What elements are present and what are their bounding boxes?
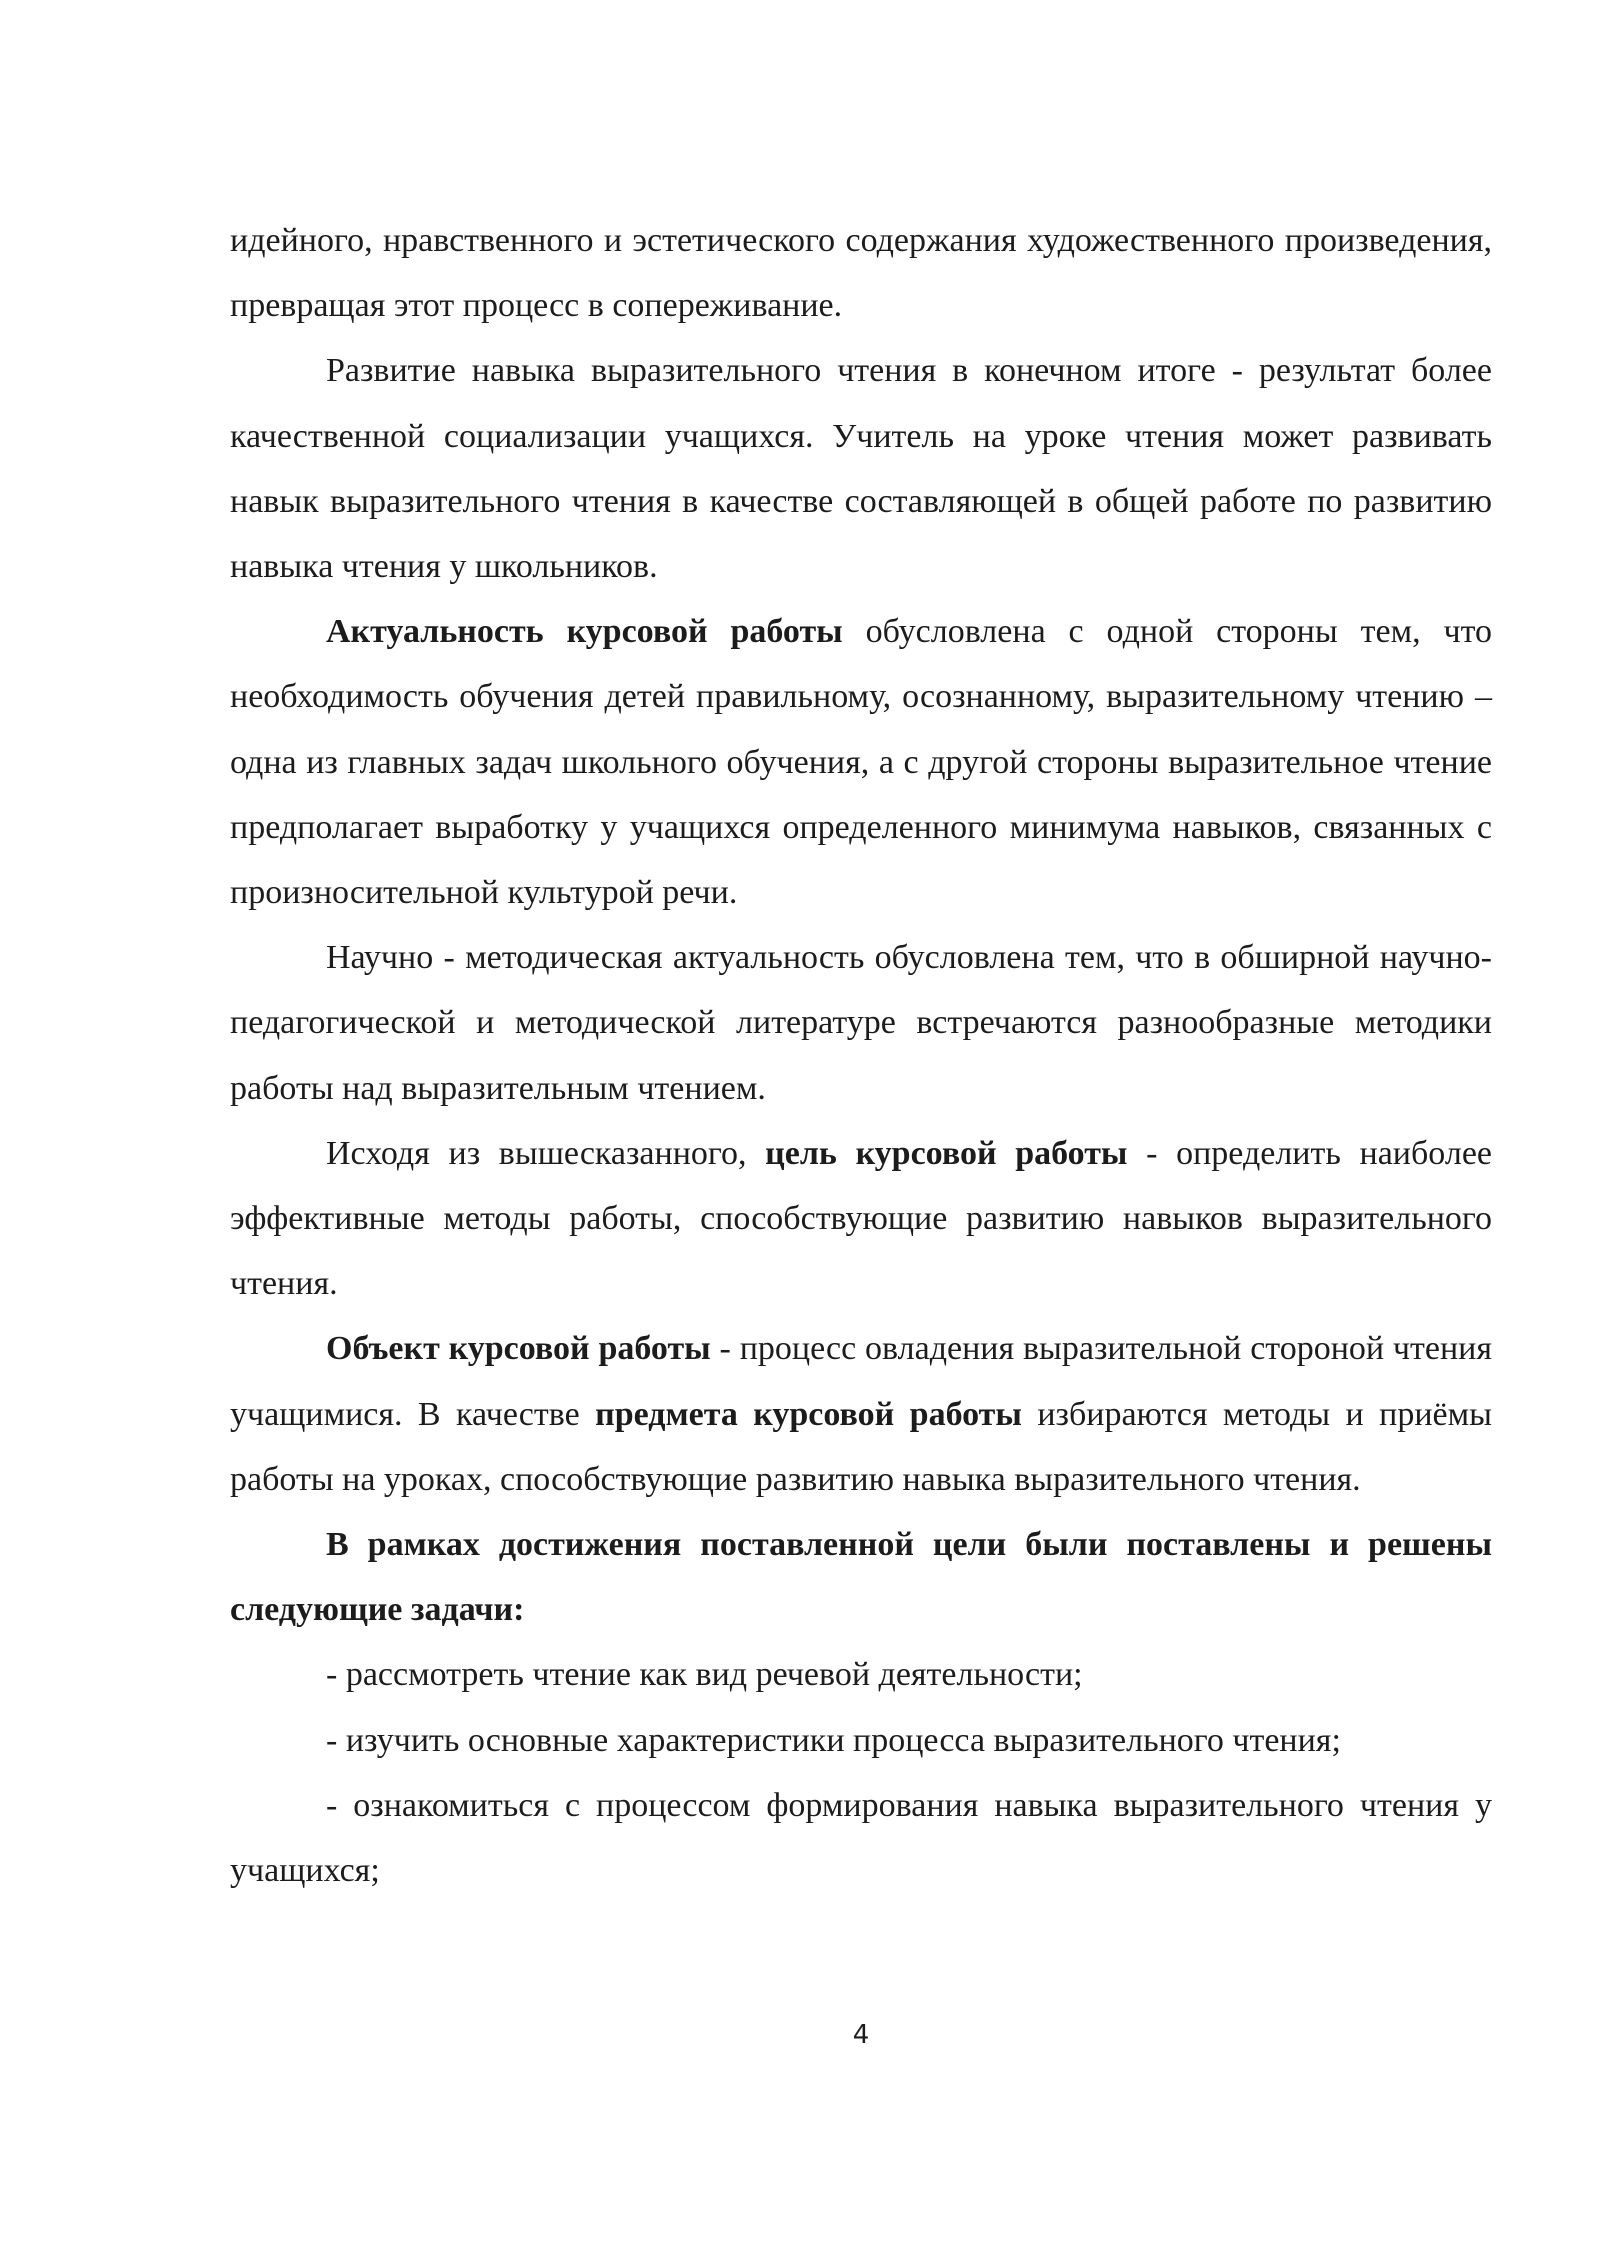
paragraph-text: - процесс овладения выразительной стороной чтения учащимися. В качестве <box>230 1330 1493 1433</box>
task-text: - ознакомиться с процессом формирования навыка выразительного чтения у учащихся; <box>230 1786 1492 1890</box>
bold-term-goal: цель курсовой работы <box>765 1134 1128 1172</box>
paragraph-text: - определить наиболее эффективные методы работы, способствующие развитию навыков выразительного чтения. <box>230 1134 1492 1303</box>
paragraph-goal <box>230 1121 1492 1317</box>
page-number: 4 <box>852 2020 870 2050</box>
paragraph-continuation <box>230 208 1492 338</box>
bold-term-subject: предмета курсовой работы <box>595 1395 1022 1433</box>
paragraph-object-subject <box>230 1316 1492 1512</box>
paragraph-text: Научно - методическая актуальность обусловлена тем, что в обширной научно-педагогической и методической литературе встречаются разнообразные методики работы над выразительным чтением. <box>230 939 1492 1107</box>
task-text: - изучить основные характеристики процесса выразительного чтения; <box>326 1721 1341 1759</box>
paragraph-text: Исходя из вышесказанного, <box>326 1134 766 1172</box>
body-text <box>230 208 1492 1903</box>
paragraph-text: обусловлена с одной стороны тем, что необходимость обучения детей правильному, осознанному, выразительному чтению – одна из главных задач школьного обучения, а с другой стороны выразительное чтение предполагает выработку у учащихся определенного минимума навыков, связанных с произносительной культурой речи. <box>230 613 1493 912</box>
task-item-3 <box>230 1773 1492 1903</box>
paragraph-text: идейного, нравственного и эстетического содержания художественного произведения, превращая этот процесс в сопереживание. <box>230 222 1492 325</box>
paragraph-methodical-relevance <box>230 925 1492 1121</box>
paragraph-development <box>230 338 1492 599</box>
bold-tasks-heading: В рамках достижения поставленной цели были поставлены и решены следующие задачи: <box>230 1526 1492 1629</box>
task-item-1 <box>230 1642 1492 1707</box>
task-text: - рассмотреть чтение как вид речевой деятельности; <box>326 1656 1083 1694</box>
bold-term-object: Объект курсовой работы <box>326 1330 711 1368</box>
paragraph-relevance <box>230 599 1492 925</box>
task-item-2 <box>230 1708 1492 1773</box>
paragraph-text: Развитие навыка выразительного чтения в конечном итоге - результат более качественной социализации учащихся. Учитель на уроке чтения может развивать навык выразительного чтения в качестве составляющей в общей работе по развитию навыка чтения у школьников. <box>230 352 1492 586</box>
paragraph-tasks-heading <box>230 1512 1492 1642</box>
paragraph-text: избираются методы и приёмы работы на уроках, способствующие развитию навыка выразительного чтения. <box>230 1395 1492 1498</box>
bold-term-relevance: Актуальность курсовой работы <box>326 613 843 651</box>
